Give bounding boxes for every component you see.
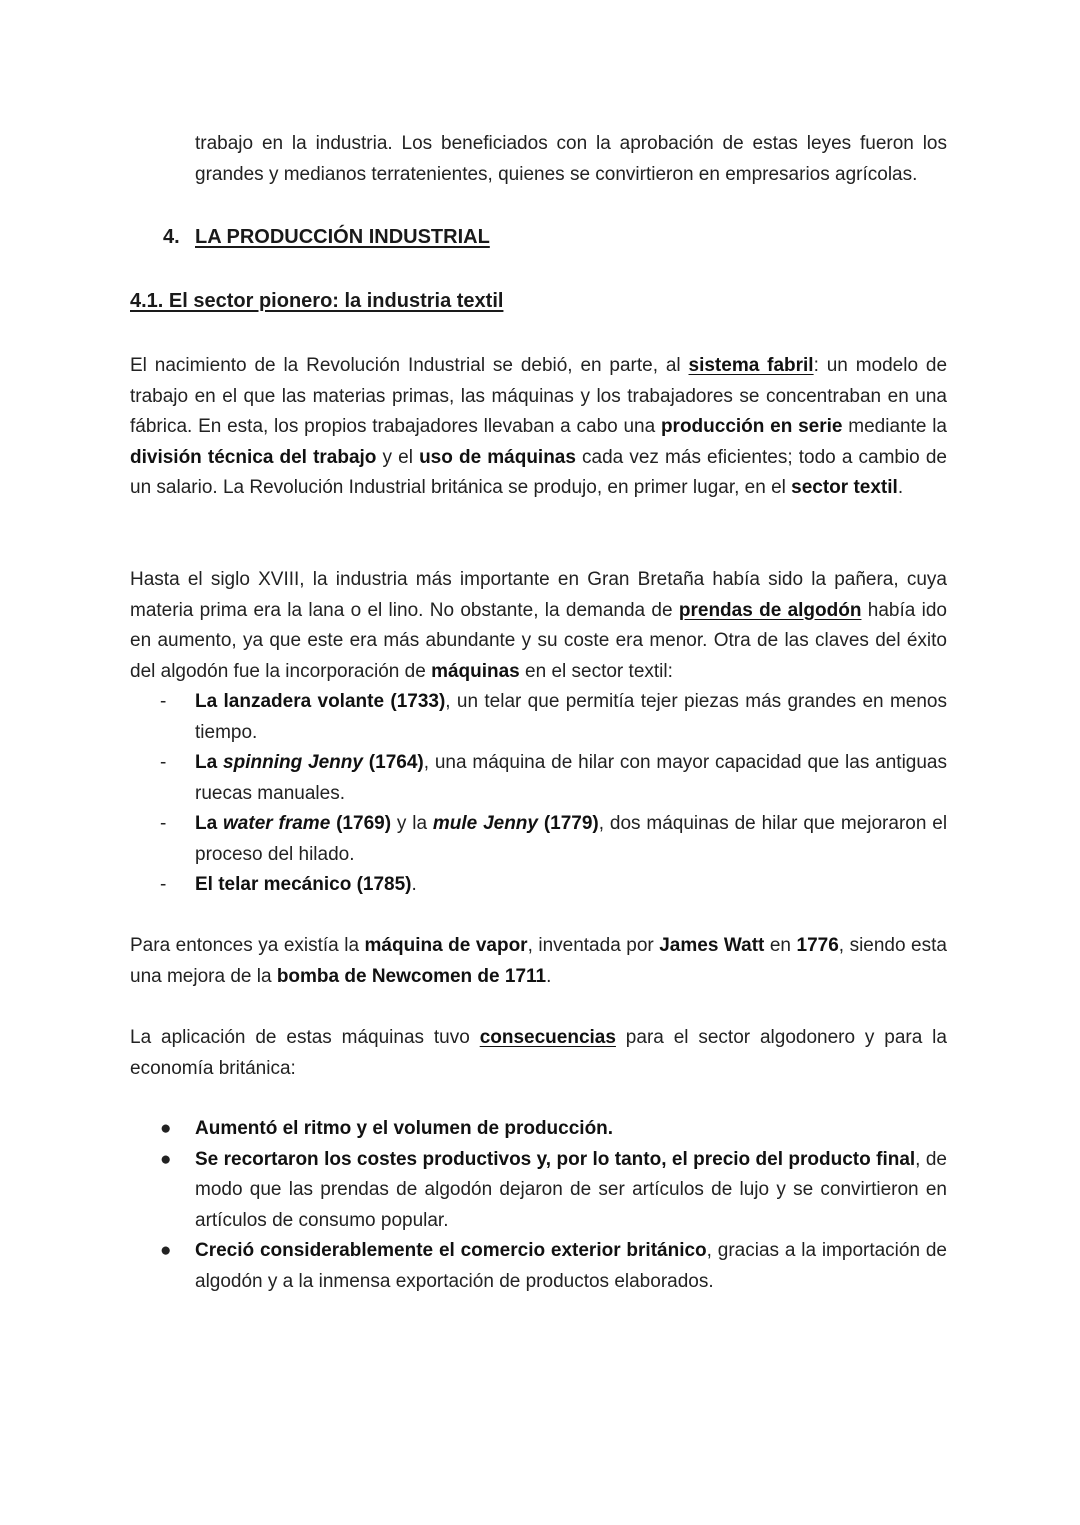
section-title: LA PRODUCCIÓN INDUSTRIAL [195, 226, 490, 248]
term-prendas-de-algodon: prendas de algodón [678, 599, 862, 621]
subsection-heading: 4.1. El sector pionero: la industria textil [130, 290, 504, 312]
intro-continuation: trabajo en la industria. Los beneficiados con la aprobación de estas leyes fueron los grandes y medianos terratenientes, quienes se convirtieron en empresarios agrícolas. [195, 133, 947, 185]
list-item: - El telar mecánico (1785). [130, 870, 947, 901]
dash-marker: - [160, 813, 167, 834]
bullet-marker: ● [160, 1148, 172, 1170]
list-item: ● Aumentó el ritmo y el volumen de producción. [130, 1114, 947, 1145]
dash-marker: - [160, 874, 167, 895]
section-number: 4. [163, 226, 180, 248]
paragraph-sistema-fabril: El nacimiento de la Revolución Industrial se debió, en parte, al sistema fabril: un modelo de trabajo en el que las materias primas, las máquinas y los trabajadores se concentraban en una fábrica. En esta, los propios trabajadores llevaban a cabo una producción en serie mediante la división técnica del trabajo y el uso de máquinas cada vez más eficientes; todo a cambio de un salario. La Revolución Industrial británica se produjo, en primer lugar, en el sector textil. [130, 355, 948, 498]
term-sistema-fabril: sistema fabril [688, 355, 814, 376]
machines-list [130, 687, 947, 901]
dash-marker: - [160, 691, 167, 712]
bullet-marker: ● [160, 1118, 172, 1139]
section-heading [163, 222, 490, 253]
bullet-marker: ● [160, 1240, 172, 1261]
paragraph-maquina-de-vapor: Para entonces ya existía la máquina de vapor, inventada por James Watt en 1776, siendo esta una mejora de la bomba de Newcomen de 1711. [130, 935, 947, 987]
list-item: ● Creció considerablemente el comercio exterior británico, gracias a la importación de algodón y a la inmensa exportación de productos elaborados. [130, 1236, 947, 1297]
list-item: - La lanzadera volante (1733), un telar que permitía tejer piezas más grandes en menos tiempo. [130, 687, 947, 748]
consequences-list [130, 1114, 947, 1297]
term-consecuencias: consecuencias [479, 1027, 616, 1048]
dash-marker: - [160, 752, 167, 773]
list-item: - La water frame (1769) y la mule Jenny (1779), dos máquinas de hilar que mejoraron el proceso del hilado. [130, 809, 947, 870]
paragraph-consecuencias: La aplicación de estas máquinas tuvo consecuencias para el sector algodonero y para la economía británica: [130, 1027, 947, 1079]
list-item: ● Se recortaron los costes productivos y, por lo tanto, el precio del producto final, de modo que las prendas de algodón dejaron de ser artículos de lujo y se convirtieron en artículos de consumo popular. [130, 1145, 947, 1237]
list-item: - La spinning Jenny (1764), una máquina de hilar con mayor capacidad que las antiguas ruecas manuales. [130, 748, 947, 809]
paragraph-algodon: Hasta el siglo XVIII, la industria más importante en Gran Bretaña había sido la pañera, cuya materia prima era la lana o el lino. No obstante, la demanda de prendas de algodón había ido en aumento, ya que este era más abundante y su coste era menor. Otra de las claves del éxito del algodón fue la incorporación de máquinas en el sector textil: [130, 569, 947, 682]
